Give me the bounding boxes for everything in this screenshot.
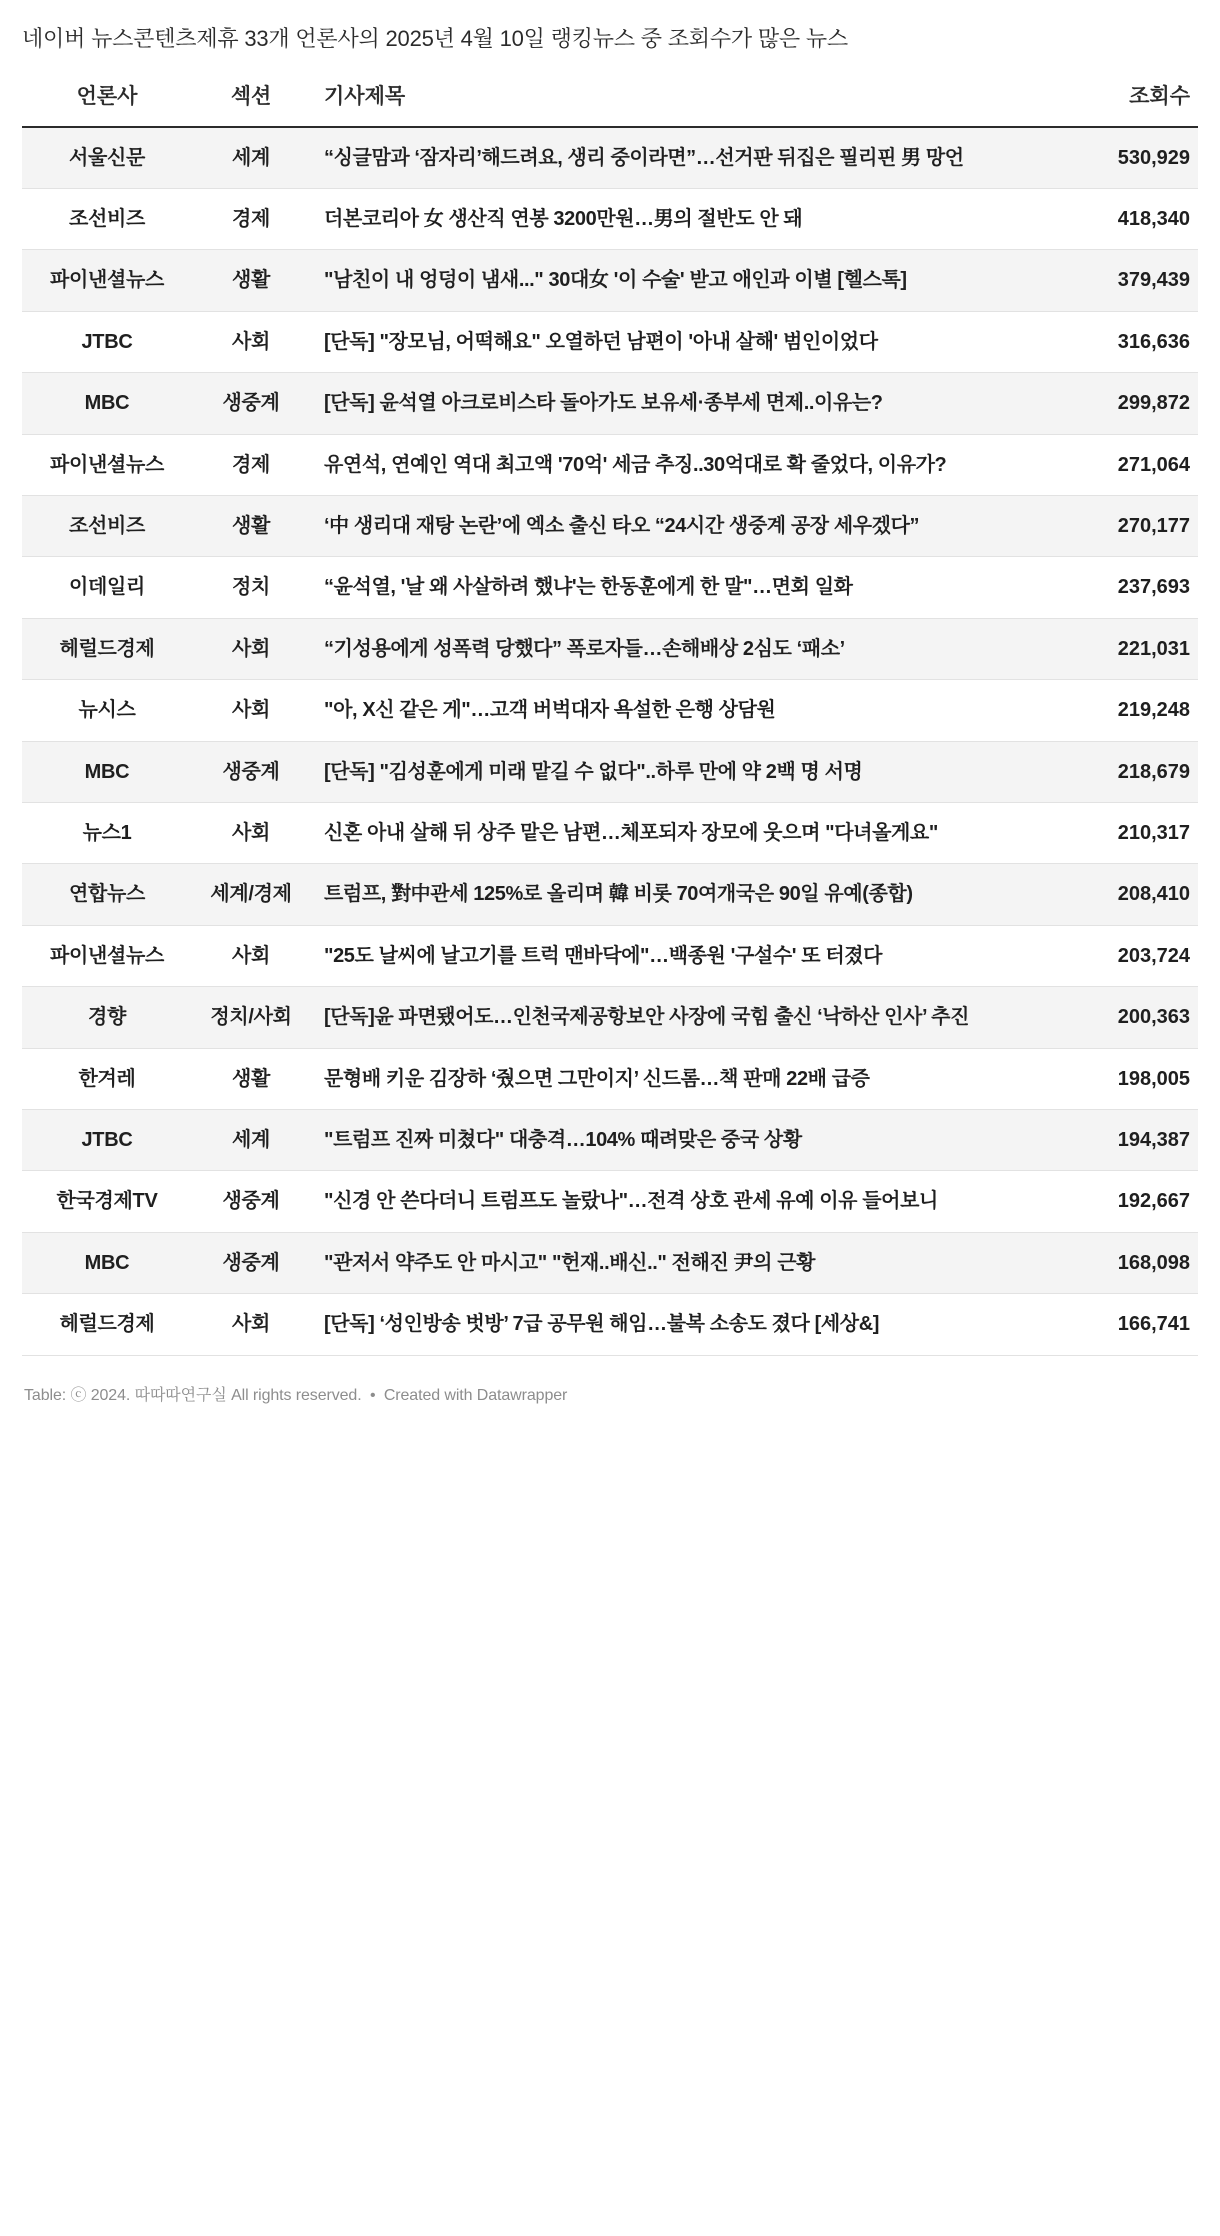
table-row [22, 434, 1198, 495]
column-header-views: 조회수 [1129, 84, 1190, 108]
cell-press: 뉴스1 [22, 802, 192, 863]
table-row [22, 802, 1198, 863]
cell-headline: "남친이 내 엉덩이 냄새..." 30대女 '이 수술' 받고 애인과 이별 [헬스톡] [310, 250, 1058, 311]
cell-views: 194,387 [1058, 1109, 1198, 1170]
table-row [22, 311, 1198, 372]
cell-section: 정치/사회 [192, 987, 310, 1048]
table-row [22, 1048, 1198, 1109]
cell-views: 200,363 [1058, 987, 1198, 1048]
cell-press: JTBC [22, 1109, 192, 1170]
cell-section: 사회 [192, 311, 310, 372]
table-row [22, 1109, 1198, 1170]
cell-press: 조선비즈 [22, 496, 192, 557]
cell-section: 사회 [192, 1294, 310, 1355]
footer-copyright: ⓒ 2024. 따따따연구실 All rights reserved. [70, 1386, 362, 1404]
cell-section: 경제 [192, 434, 310, 495]
cell-headline: [단독] ‘성인방송 벗방’ 7급 공무원 해임…불복 소송도 졌다 [세상&] [310, 1294, 1058, 1355]
cell-press: MBC [22, 1232, 192, 1293]
footer-separator: • [369, 1386, 376, 1404]
table-row [22, 618, 1198, 679]
cell-section: 생활 [192, 496, 310, 557]
table-row [22, 127, 1198, 189]
cell-headline: "트럼프 진짜 미쳤다" 대충격…104% 때려맞은 중국 상황 [310, 1109, 1058, 1170]
cell-press: JTBC [22, 311, 192, 372]
cell-press: 한국경제TV [22, 1171, 192, 1232]
cell-section: 사회 [192, 680, 310, 741]
cell-press: 이데일리 [22, 557, 192, 618]
table-row [22, 373, 1198, 434]
column-header-section: 섹션 [230, 84, 272, 108]
table-footer [22, 1382, 1198, 1405]
cell-section: 사회 [192, 618, 310, 679]
cell-section: 세계/경제 [192, 864, 310, 925]
footer-prefix: Table: [24, 1386, 67, 1404]
table-body [22, 127, 1198, 1355]
cell-section: 사회 [192, 802, 310, 863]
cell-views: 237,693 [1058, 557, 1198, 618]
cell-headline: 문형배 키운 김장하 ‘줬으면 그만이지’ 신드롬…책 판매 22배 급증 [310, 1048, 1058, 1109]
cell-headline: "신경 안 쓴다더니 트럼프도 놀랐나"…전격 상호 관세 유예 이유 들어보니 [310, 1171, 1058, 1232]
cell-views: 270,177 [1058, 496, 1198, 557]
cell-headline: [단독] 윤석열 아크로비스타 돌아가도 보유세·종부세 면제..이유는? [310, 373, 1058, 434]
cell-press: 헤럴드경제 [22, 618, 192, 679]
cell-section: 생중계 [192, 1171, 310, 1232]
column-header-press: 언론사 [76, 84, 138, 108]
cell-views: 208,410 [1058, 864, 1198, 925]
cell-views: 530,929 [1058, 127, 1198, 189]
table-header-row [22, 80, 1198, 127]
cell-section: 경제 [192, 189, 310, 250]
table-row [22, 557, 1198, 618]
cell-views: 219,248 [1058, 680, 1198, 741]
cell-headline: 트럼프, 對中관세 125%로 올리며 韓 비롯 70여개국은 90일 유예(종합) [310, 864, 1058, 925]
cell-press: MBC [22, 373, 192, 434]
cell-headline: 신혼 아내 살해 뒤 상주 맡은 남편…체포되자 장모에 웃으며 "다녀올게요" [310, 802, 1058, 863]
cell-press: 연합뉴스 [22, 864, 192, 925]
cell-headline: [단독] "김성훈에게 미래 맡길 수 없다"..하루 만에 약 2백 명 서명 [310, 741, 1058, 802]
cell-headline: 더본코리아 女 생산직 연봉 3200만원…男의 절반도 안 돼 [310, 189, 1058, 250]
cell-views: 316,636 [1058, 311, 1198, 372]
ranking-news-table [22, 80, 1198, 1356]
cell-press: 뉴시스 [22, 680, 192, 741]
cell-views: 203,724 [1058, 925, 1198, 986]
cell-views: 418,340 [1058, 189, 1198, 250]
table-header [22, 80, 1198, 127]
table-row [22, 1232, 1198, 1293]
cell-section: 생중계 [192, 1232, 310, 1293]
table-row [22, 1171, 1198, 1232]
cell-press: 헤럴드경제 [22, 1294, 192, 1355]
cell-headline: [단독] "장모님, 어떡해요" 오열하던 남편이 '아내 살해' 범인이었다 [310, 311, 1058, 372]
cell-press: 한겨레 [22, 1048, 192, 1109]
table-row [22, 987, 1198, 1048]
cell-headline: "25도 날씨에 날고기를 트럭 맨바닥에"…백종원 '구설수' 또 터졌다 [310, 925, 1058, 986]
cell-views: 166,741 [1058, 1294, 1198, 1355]
cell-section: 정치 [192, 557, 310, 618]
cell-section: 세계 [192, 127, 310, 189]
cell-press: MBC [22, 741, 192, 802]
cell-headline: ‘中 생리대 재탕 논란’에 엑소 출신 타오 “24시간 생중계 공장 세우겠다” [310, 496, 1058, 557]
table-row [22, 741, 1198, 802]
cell-views: 168,098 [1058, 1232, 1198, 1293]
cell-views: 210,317 [1058, 802, 1198, 863]
cell-section: 생활 [192, 1048, 310, 1109]
cell-headline: “윤석열, '날 왜 사살하려 했냐'는 한동훈에게 한 말"…면회 일화 [310, 557, 1058, 618]
cell-press: 파이낸셜뉴스 [22, 434, 192, 495]
cell-press: 조선비즈 [22, 189, 192, 250]
table-row [22, 496, 1198, 557]
cell-views: 218,679 [1058, 741, 1198, 802]
cell-views: 221,031 [1058, 618, 1198, 679]
cell-press: 파이낸셜뉴스 [22, 250, 192, 311]
cell-press: 경향 [22, 987, 192, 1048]
cell-views: 379,439 [1058, 250, 1198, 311]
cell-headline: "관저서 약주도 안 마시고" "헌재..배신.." 전해진 尹의 근황 [310, 1232, 1058, 1293]
cell-section: 생활 [192, 250, 310, 311]
column-header-headline: 기사제목 [324, 84, 406, 108]
table-row [22, 1294, 1198, 1355]
cell-views: 198,005 [1058, 1048, 1198, 1109]
table-row [22, 864, 1198, 925]
cell-section: 세계 [192, 1109, 310, 1170]
cell-headline: "아, X신 같은 게"…고객 버벅대자 욕설한 은행 상담원 [310, 680, 1058, 741]
cell-section: 사회 [192, 925, 310, 986]
cell-views: 271,064 [1058, 434, 1198, 495]
cell-headline: “기성용에게 성폭력 당했다” 폭로자들…손해배상 2심도 ‘패소’ [310, 618, 1058, 679]
footer-credit: Created with Datawrapper [383, 1386, 568, 1404]
table-row [22, 250, 1198, 311]
cell-section: 생중계 [192, 741, 310, 802]
cell-views: 299,872 [1058, 373, 1198, 434]
cell-press: 파이낸셜뉴스 [22, 925, 192, 986]
cell-views: 192,667 [1058, 1171, 1198, 1232]
table-row [22, 925, 1198, 986]
cell-headline: “싱글맘과 ‘잠자리’해드려요, 생리 중이라면”…선거판 뒤집은 필리핀 男 망언 [310, 127, 1058, 189]
cell-section: 생중계 [192, 373, 310, 434]
table-row [22, 680, 1198, 741]
cell-headline: [단독]윤 파면됐어도…인천국제공항보안 사장에 국힘 출신 ‘낙하산 인사’ 추진 [310, 987, 1058, 1048]
table-row [22, 189, 1198, 250]
page-title: 네이버 뉴스콘텐츠제휴 33개 언론사의 2025년 4월 10일 랭킹뉴스 중 조회수가 많은 뉴스 [22, 26, 848, 51]
cell-headline: 유연석, 연예인 역대 최고액 '70억' 세금 추징..30억대로 확 줄었다, 이유가? [310, 434, 1058, 495]
cell-press: 서울신문 [22, 127, 192, 189]
